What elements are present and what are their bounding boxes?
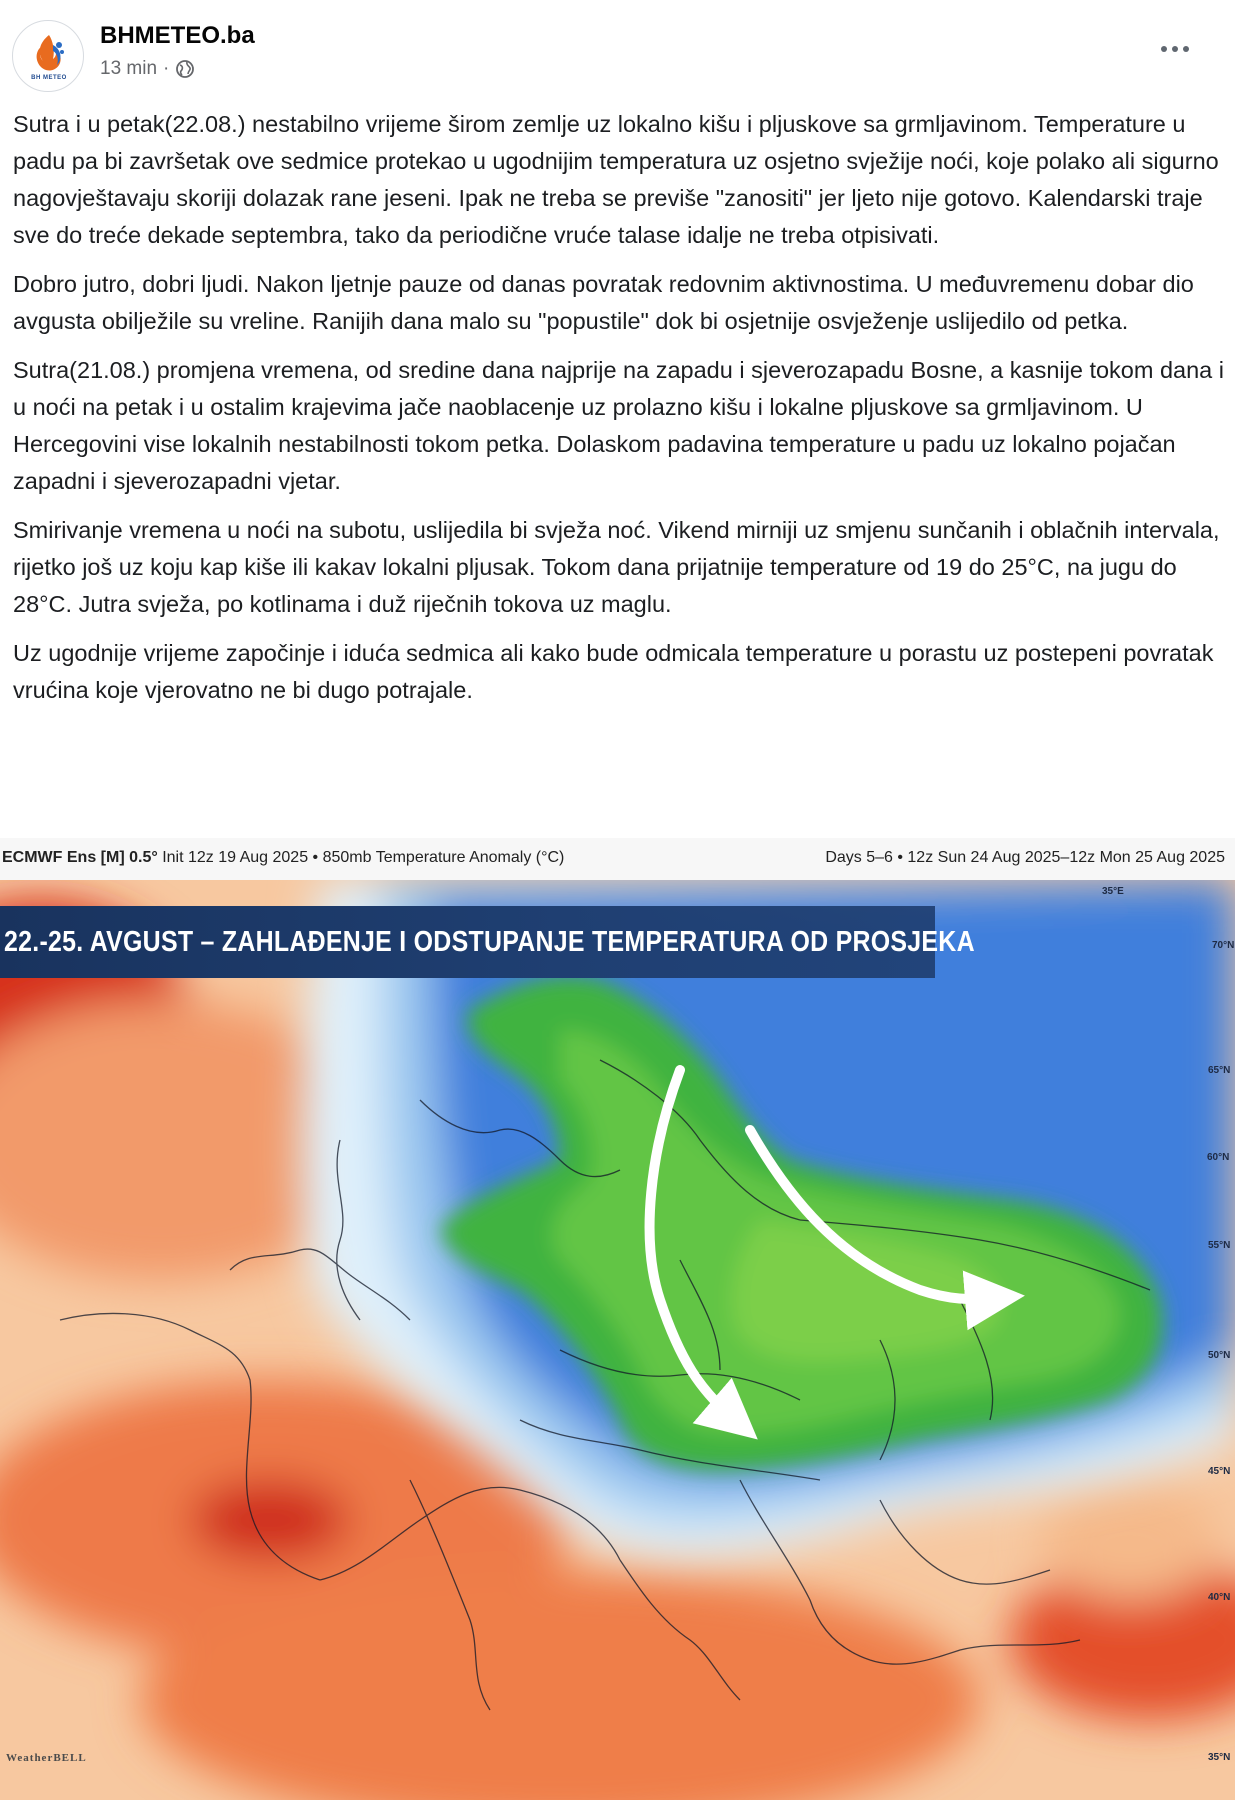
model-field: 850mb Temperature Anomaly (°C) [322,849,565,866]
model-info-strip [0,838,1235,880]
lat-label: 35°N [1208,1752,1231,1763]
banner-title: 22.-25. AVGUST – ZAHLAĐENJE I ODSTUPANJE TEMPERATURA OD PROSJEKA [4,926,975,958]
avatar-caption: BH METEO [31,75,67,81]
info-bullet: • [312,849,319,866]
lat-label: 65°N [1208,1065,1231,1076]
post-header [0,0,1235,100]
lat-label: 45°N [1208,1466,1231,1477]
more-dots-icon[interactable] [1151,34,1199,64]
post-meta [100,58,195,80]
logo-flame-icon [13,21,84,92]
dot [1172,46,1178,52]
post-paragraph: Dobro jutro, dobri ljudi. Nakon ljetnje pauze od danas povratak redovnim aktivnostima. U međuvremenu dobar dio avgusta obilježile su vreline. Ranijih dana malo su "popustile" dok bi osjetnije osvježenje uslijedilo od petka. [13,271,1194,334]
post-paragraph: Sutra i u petak(22.08.) nestabilno vrijeme širom zemlje uz lokalno kišu i pljuskove sa grmljavinom. Temperature u padu pa bi završetak ove sedmice protekao u ugodnijim temperatura uz osjetno svježije noći, koje polako ali sigurno nagovještavaju skoriji dolazak rane jeseni. Ipak ne treba se previše "zanositi" jer ljeto nije gotovo. Kalendarski traje sve do treće dekade septembra, tako da periodične vruće talase idalje ne treba otpisivati. [13,111,1219,248]
post-body [13,106,1225,721]
post-paragraph: Smirivanje vremena u noći na subotu, uslijedila bi svježa noć. Vikend mirniji uz smjenu sunčanih i oblačnih intervala, rijetko još uz koju kap kiše ili kakav lokalni pljusak. Tokom dana prijatnije temperature od 19 do 25°C, na jugu do 28°C. Jutra svježa, po kotlinama i duž riječnih tokova uz maglu. [13,517,1220,617]
post-time[interactable]: 13 min [100,58,158,79]
model-init: Init 12z 19 Aug 2025 [162,849,309,866]
page-name[interactable]: BHMETEO.ba [100,22,255,49]
lat-label: 70°N [1212,940,1235,951]
meta-separator: · [163,58,170,79]
model-info [2,849,564,867]
globe-icon[interactable] [175,59,195,79]
lon-label: 35°E [1102,886,1124,897]
lat-label: 50°N [1208,1350,1231,1361]
lat-label: 55°N [1208,1240,1231,1251]
page-avatar[interactable] [12,20,84,92]
model-name: ECMWF Ens [M] 0.5° [2,849,158,866]
watermark: WeatherBELL [6,1752,87,1764]
anomaly-map [0,880,1235,1800]
title-banner [0,906,975,978]
lat-label: 40°N [1208,1592,1231,1603]
anomaly-map-graphic [0,880,1235,1800]
post-paragraph: Sutra(21.08.) promjena vremena, od sredine dana najprije na zapadu i sjeverozapadu Bosne, a kasnije tokom dana i u noći na petak i u ostalim krajevima jače naoblacenje uz prolazno kišu i lokalne pljuskove sa grmljavinom. U Hercegovini vise lokalnih nestabilnosti tokom petka. Dolaskom padavina temperature u padu uz lokalno pojačan zapadni i sjeverozapadni vjetar. [13,357,1224,494]
forecast-image[interactable] [0,838,1235,1800]
valid-period: Days 5–6 • 12z Sun 24 Aug 2025–12z Mon 25 Aug 2025 [825,849,1225,866]
post-paragraph: Uz ugodnije vrijeme započinje i iduća sedmica ali kako bude odmicala temperature u porastu uz postepeni povratak vrućina koje vjerovatno ne bi dugo potrajale. [13,640,1214,703]
lat-label: 60°N [1207,1152,1230,1163]
dot [1183,46,1189,52]
dot [1161,46,1167,52]
